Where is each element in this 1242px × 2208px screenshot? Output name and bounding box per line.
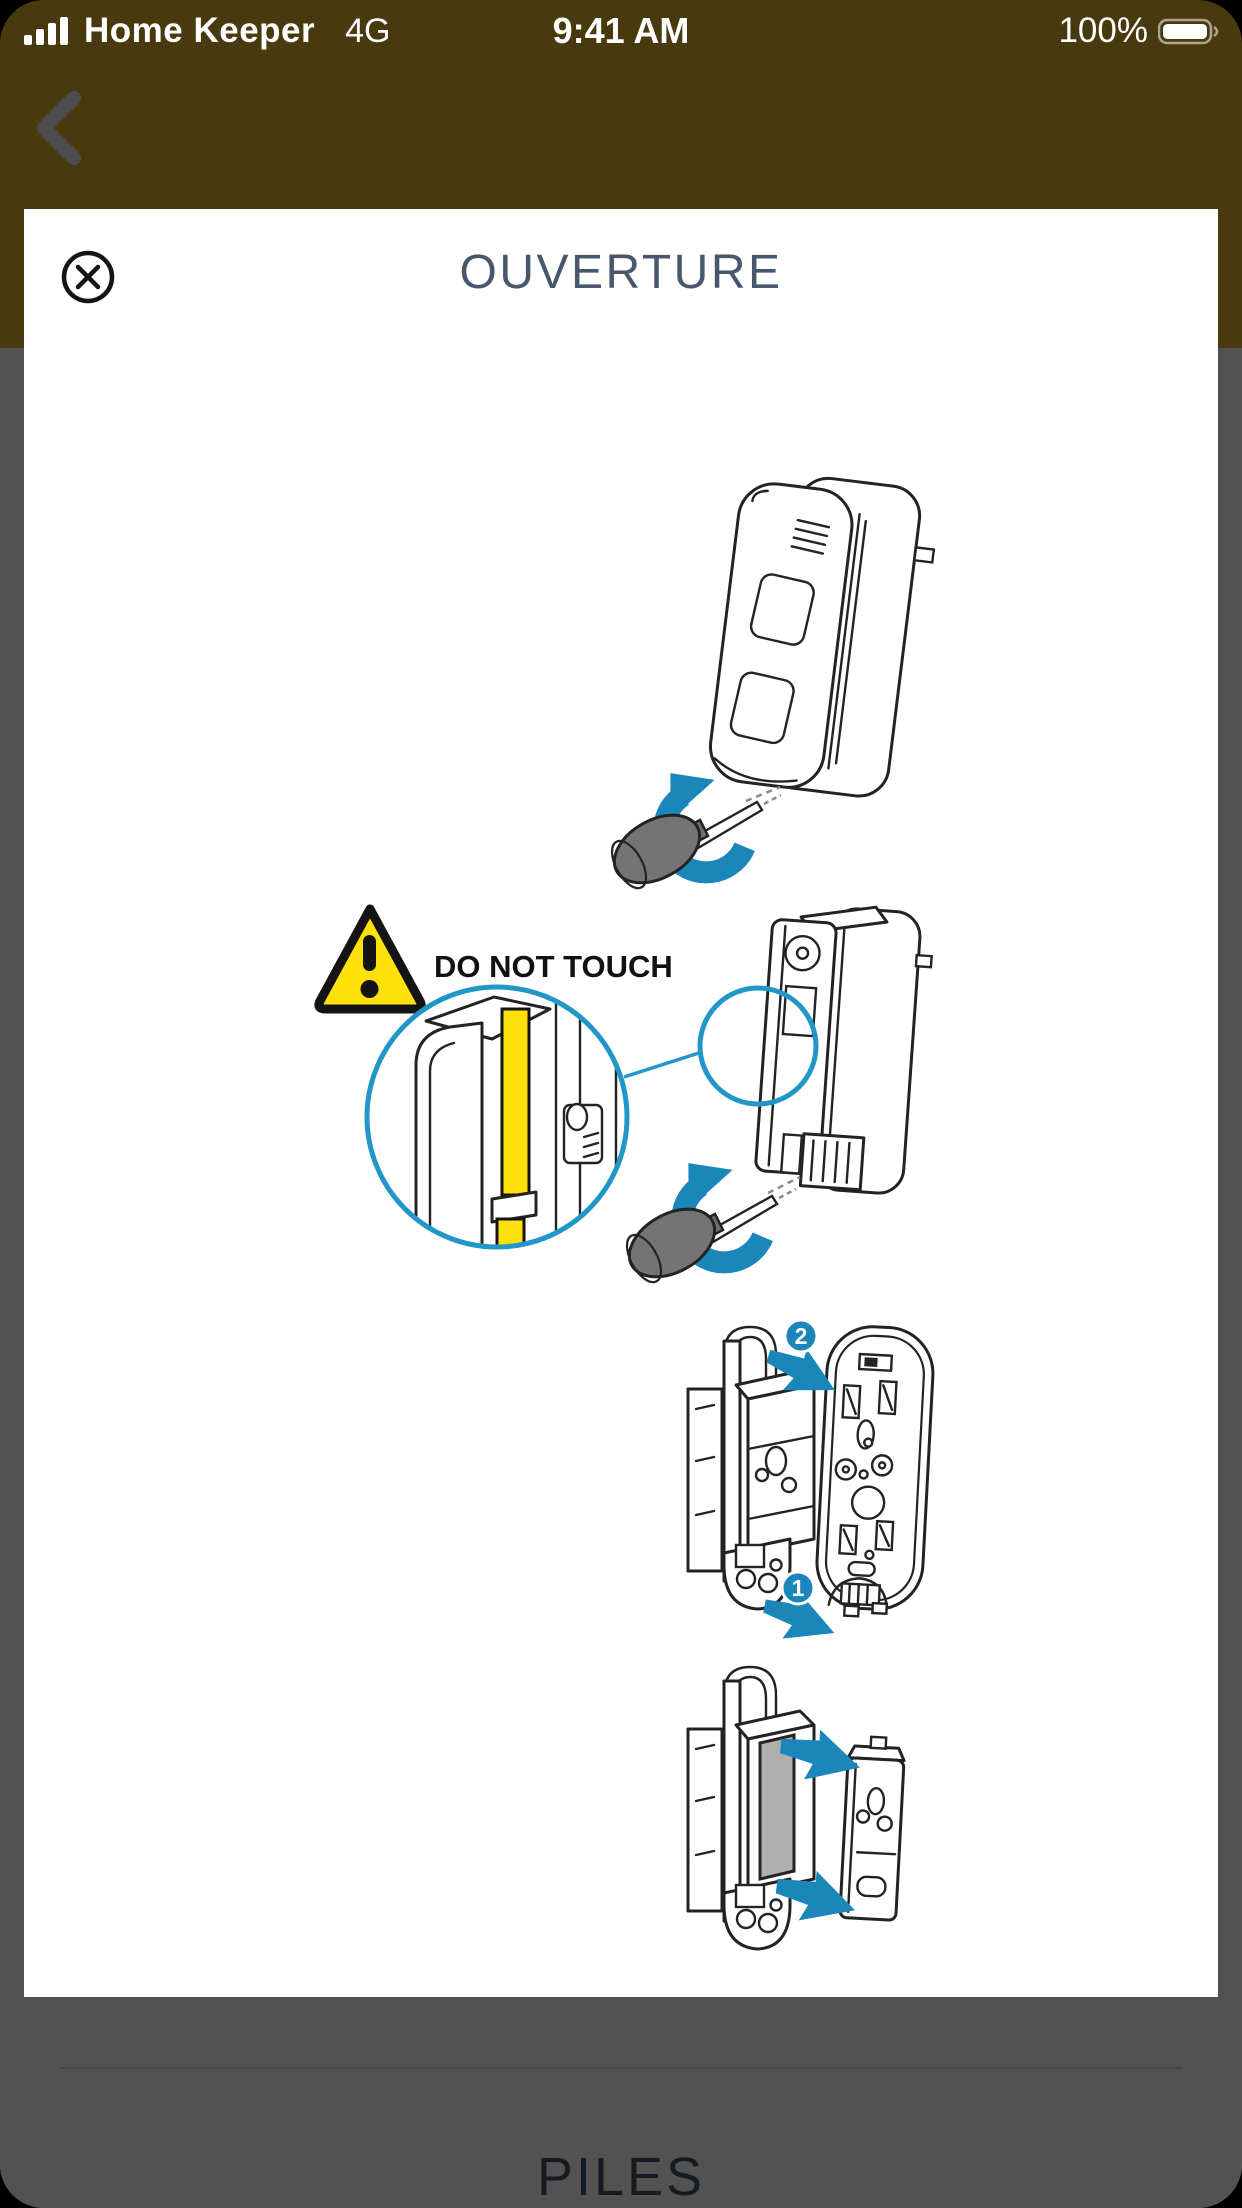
chevron-left-icon <box>22 78 112 178</box>
battery-percent-label: 100% <box>1058 11 1148 50</box>
ouverture-modal <box>24 209 1218 1997</box>
modal-title: OUVERTURE <box>459 246 783 299</box>
svg-text:1: 1 <box>791 1575 805 1601</box>
carrier-label: Home Keeper <box>84 11 316 50</box>
warning-triangle-icon <box>319 909 421 1009</box>
magnifier-circle <box>367 987 627 1281</box>
status-bar <box>0 0 1242 62</box>
back-button[interactable] <box>22 78 112 178</box>
step-1-unscrew-figure <box>603 468 941 897</box>
do-not-touch-label: DO NOT TOUCH <box>434 949 673 984</box>
battery-icon <box>1158 15 1220 47</box>
clock-label: 9:41 AM <box>552 10 690 51</box>
status-right-cluster <box>1058 0 1220 62</box>
network-label: 4G <box>345 11 391 50</box>
step-3-detach-figure <box>688 1320 935 1653</box>
ouverture-illustration <box>24 209 1218 1997</box>
step-4-battery-figure <box>688 1667 905 1949</box>
svg-text:2: 2 <box>794 1323 808 1349</box>
step-2-warning-figure <box>319 900 935 1291</box>
